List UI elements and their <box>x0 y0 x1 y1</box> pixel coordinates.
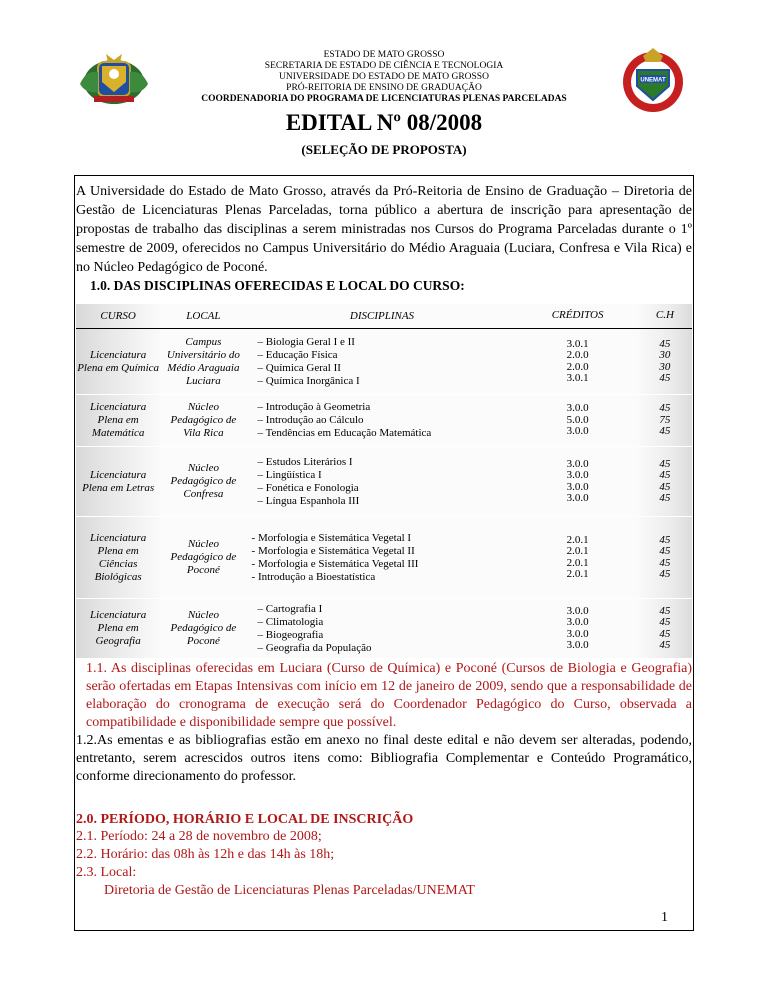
cell-ch <box>638 447 692 517</box>
ch-value: 45 <box>659 545 671 557</box>
header-line-coordenadoria: COORDENADORIA DO PROGRAMA DE LICENCIATURAS PLENAS PARCELADAS <box>201 94 567 104</box>
table-row <box>76 395 692 447</box>
header-line-university: UNIVERSIDADE DO ESTADO DE MATO GROSSO <box>279 72 489 82</box>
credit-value: 3.0.0 <box>566 604 589 617</box>
credit-value: 3.0.0 <box>566 457 589 470</box>
discipline-item: – Lingüística I <box>258 469 517 482</box>
credit-value: 3.0.0 <box>566 469 589 481</box>
ch-value: 45 <box>659 639 671 651</box>
cell-disciplinas <box>247 517 518 599</box>
cell-curso: Licenciatura Plena em Matemática <box>76 395 160 447</box>
credit-value: 3.0.1 <box>566 337 589 350</box>
cell-disciplinas <box>247 395 518 447</box>
item-1-1: 1.1. As disciplinas oferecidas em Luciara (Curso de Química) e Poconé (Cursos de Biologia e Geografia) serão ofertadas em Etapas Intensivas com início em 12 de janeiro de 2009, sendo que a responsabilidade de elaboração do cronograma de execução será do Coordenador Pedagógico do Curso, observada a compatibilidade e disponibilidade sempre que possível. <box>86 661 692 730</box>
credit-value: 2.0.1 <box>566 545 589 557</box>
item-2-2: 2.2. Horário: das 08h às 12h e das 14h às 18h; <box>76 847 335 862</box>
ch-value: 45 <box>659 627 671 640</box>
discipline-item: – Estudos Literários I <box>258 456 517 469</box>
column-header-creditos: CRÉDITOS <box>517 304 637 329</box>
ch-value: 45 <box>659 469 671 481</box>
cell-disciplinas <box>247 447 518 517</box>
section-2-items <box>76 828 475 900</box>
cell-creditos <box>517 599 637 659</box>
cell-ch <box>638 599 692 659</box>
discipline-item: - Morfologia e Sistemática Vegetal III <box>251 557 419 570</box>
cell-creditos <box>517 329 637 395</box>
credit-value: 2.0.1 <box>566 556 589 569</box>
item-2-1: 2.1. Período: 24 a 28 de novembro de 2008; <box>76 829 322 844</box>
credit-value: 2.0.1 <box>566 568 589 580</box>
intro-paragraph: A Universidade do Estado de Mato Grosso, através da Pró-Reitoria de Ensino de Graduação – Diretoria de Gestão de Licenciaturas Plenas Parceladas, torna público a abertura de inscrição para apresentação de propostas de trabalho das disciplinas a serem ministradas nos Cursos do Programa Parceladas durante o 1º semestre de 2009, oferecidos no Campus Universitário do Médio Araguaia (Luciara, Confresa e Vila Rica) e no Núcleo Pedagógico de Poconé. <box>76 184 692 275</box>
discipline-item: – Cartografia I <box>258 603 517 616</box>
page-subtitle: (SELEÇÃO DE PROPOSTA) <box>301 142 467 157</box>
credit-value: 5.0.0 <box>566 413 589 426</box>
cell-local: Núcleo Pedagógico de Poconé <box>160 599 246 659</box>
discipline-item: - Introdução a Bioestatística <box>251 570 376 583</box>
section-1-items <box>76 660 692 786</box>
cell-disciplinas <box>247 329 518 395</box>
page-number: 1 <box>661 910 668 925</box>
ch-value: 45 <box>659 492 671 504</box>
discipline-item: – Climatologia <box>258 616 517 629</box>
ch-value: 45 <box>659 425 671 438</box>
ch-value: 45 <box>659 480 671 493</box>
discipline-item: – Biologia Geral I e II <box>258 336 517 349</box>
discipline-item: – Fonética e Fonologia <box>258 482 517 495</box>
item-2-3: 2.3. Local: <box>76 865 137 880</box>
ch-value: 45 <box>659 616 671 628</box>
header-line-secretaria: SECRETARIA DE ESTADO DE CIÊNCIA E TECNOLOGIA <box>264 61 504 71</box>
cell-ch <box>638 517 692 599</box>
column-header-disciplinas: DISCIPLINAS <box>247 304 518 329</box>
credit-value: 2.0.1 <box>566 533 589 546</box>
ch-value: 45 <box>659 337 671 350</box>
column-header-ch: C.H <box>638 304 692 329</box>
discipline-item: – Biogeografia <box>258 629 517 642</box>
cell-curso: Licenciatura Plena em Letras <box>76 447 160 517</box>
disciplines-table <box>76 304 692 659</box>
credit-value: 3.0.0 <box>566 627 589 640</box>
cell-local: Campus Universitário do Médio Araguaia Luciara <box>160 329 246 395</box>
credit-value: 3.0.0 <box>566 616 589 628</box>
credit-value: 2.0.0 <box>566 360 589 373</box>
credit-value: 3.0.1 <box>566 372 589 384</box>
credit-value: 3.0.0 <box>566 402 589 415</box>
cell-creditos <box>517 447 637 517</box>
header-line-state: ESTADO DE MATO GROSSO <box>323 50 445 60</box>
discipline-item: – Química Geral II <box>258 362 517 375</box>
discipline-item: – Geografia da População <box>258 642 517 655</box>
section-2-title: 2.0. PERÍODO, HORÁRIO E LOCAL DE INSCRIÇÃO <box>76 812 414 827</box>
item-2-3-value: Diretoria de Gestão de Licenciaturas Plenas Parceladas/UNEMAT <box>104 883 475 898</box>
cell-ch <box>638 329 692 395</box>
cell-local: Núcleo Pedagógico de Vila Rica <box>160 395 246 447</box>
table-header-row <box>76 304 692 329</box>
ch-value: 45 <box>659 457 671 470</box>
ch-value: 30 <box>659 360 671 373</box>
header-line-pro-reitoria: PRÓ-REITORIA DE ENSINO DE GRADUAÇÃO <box>286 83 482 93</box>
section-1-title: 1.0. DAS DISCIPLINAS OFERECIDAS E LOCAL DO CURSO: <box>90 278 465 293</box>
discipline-item: - Morfologia e Sistemática Vegetal I <box>251 531 412 544</box>
credit-value: 3.0.0 <box>566 492 589 504</box>
column-header-local: LOCAL <box>160 304 246 329</box>
ch-value: 30 <box>659 349 671 361</box>
unemat-logo-text: UNEMAT <box>640 77 666 84</box>
cell-curso: Licenciatura Plena em Ciências Biológicas <box>76 517 160 599</box>
discipline-item: – Química Inorgânica I <box>258 375 517 388</box>
credit-value: 3.0.0 <box>566 639 589 651</box>
cell-curso: Licenciatura Plena em Geografia <box>76 599 160 659</box>
ch-value: 45 <box>659 533 671 546</box>
item-1-2: 1.2.As ementas e as bibliografias estão em anexo no final deste edital e não devem ser alteradas, podendo, entretanto, serem acrescidos outros itens como: Bibliografia Complementar e Conteúdo Programático, conforme direcionamento do professor. <box>76 733 692 784</box>
ch-value: 45 <box>659 402 671 415</box>
document-header <box>0 50 768 105</box>
discipline-item: – Introdução ao Cálculo <box>258 414 517 427</box>
table-row <box>76 517 692 599</box>
discipline-item: – Língua Espanhola III <box>258 495 517 508</box>
cell-disciplinas <box>247 599 518 659</box>
cell-local: Núcleo Pedagógico de Poconé <box>160 517 246 599</box>
discipline-item: - Morfologia e Sistemática Vegetal II <box>251 544 415 557</box>
ch-value: 75 <box>659 413 671 426</box>
ch-value: 45 <box>659 568 671 580</box>
table-row <box>76 329 692 395</box>
discipline-item: – Tendências em Educação Matemática <box>258 427 517 440</box>
cell-local: Núcleo Pedagógico de Confresa <box>160 447 246 517</box>
table-row <box>76 447 692 517</box>
credit-value: 3.0.0 <box>566 480 589 493</box>
cell-creditos <box>517 395 637 447</box>
column-header-curso: CURSO <box>76 304 160 329</box>
credit-value: 3.0.0 <box>566 425 589 438</box>
cell-curso: Licenciatura Plena em Química <box>76 329 160 395</box>
ch-value: 45 <box>659 604 671 617</box>
page-title: EDITAL Nº 08/2008 <box>285 110 483 135</box>
discipline-item: – Introdução à Geometria <box>258 401 517 414</box>
ch-value: 45 <box>659 556 671 569</box>
cell-creditos <box>517 517 637 599</box>
cell-ch <box>638 395 692 447</box>
credit-value: 2.0.0 <box>566 349 589 361</box>
table-row <box>76 599 692 659</box>
discipline-item: – Educação Física <box>258 349 517 362</box>
ch-value: 45 <box>659 372 671 384</box>
